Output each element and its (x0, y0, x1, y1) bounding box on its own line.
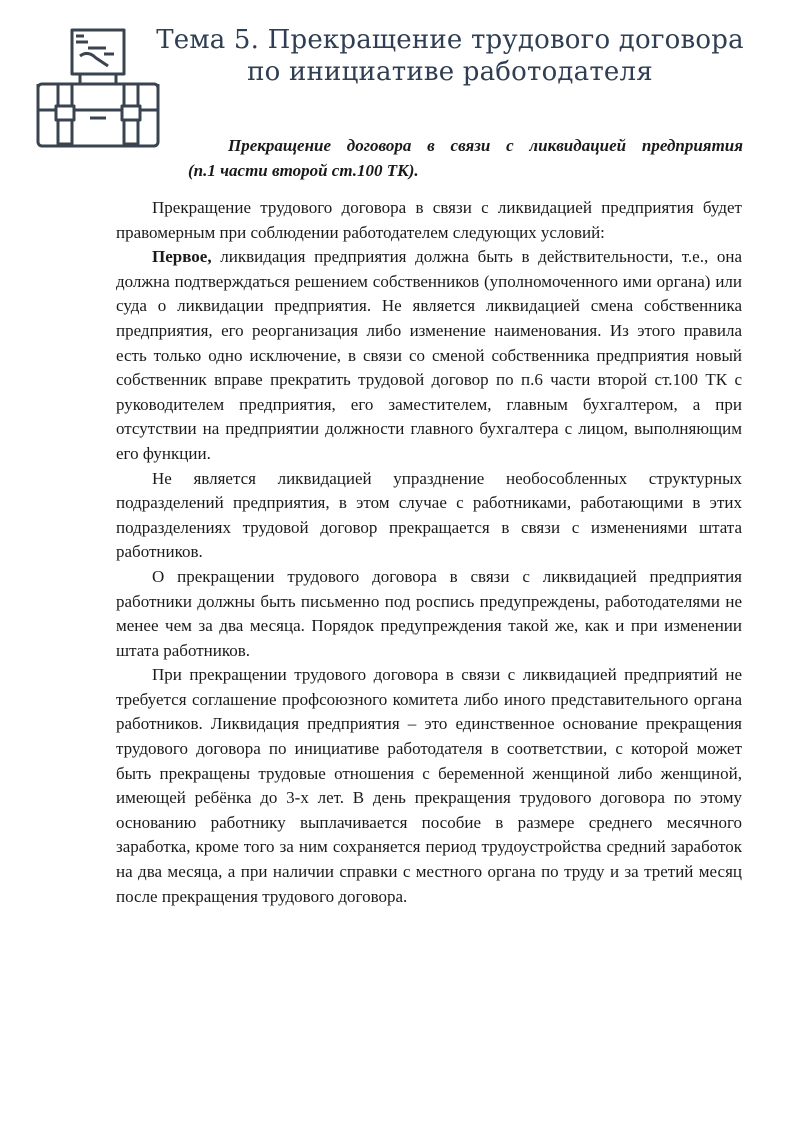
paragraph-2-text: ликвидация предприятия должна быть в действительности, т.е., она должна подтверждаться решением собственников (уполномоченного ими органа) или суда о ликвидации предприятия. Не является ликвидацией смена собственника предприятия, его реорганизация либо изменение наименования. Из этого правила есть только одно исключение, в связи со сменой собственника предприятия новый собственник вправе прекратить трудовой договор по п.6 части второй ст.100 ТК с руководителем предприятия, его заместителем, главным бухгалтером, а при отсутствии на предприятии должности главного бухгалтера с лицом, выполняющим его функции. (116, 247, 742, 463)
briefcase-hand-icon (30, 26, 166, 152)
paragraph-4-text: О прекращении трудового договора в связи с ликвидацией предприятия работники должны быть письменно под роспись предупреждены, работодателями не менее чем за два месяца. Порядок предупреждения такой же, как и при изменении штата работников. (116, 566, 742, 660)
paragraph-5-text: При прекращении трудового договора в связи с ликвидацией предприятий не требуется соглашение профсоюзного комитета либо иного представительного органа работников. Ликвидация предприятия – это единственное основание прекращения трудового договора по инициативе работодателя в соответствии, с которой может быть прекращены трудовые отношения с беременной женщиной либо женщиной, имеющей ребёнка до 3-х лет. В день прекращения трудового договора по этому основанию работнику выплачивается пособие в размере среднего месячного заработка, кроме того за ним сохраняется период трудоустройства средний заработок на два месяца, а при наличии справки с местного органа по труду и за третий месяц после прекращения трудового договора. (116, 665, 742, 906)
paragraph-5 (116, 663, 742, 909)
paragraph-3 (116, 467, 742, 565)
paragraph-3-text: Не является ликвидацией упразднение необособленных структурных подразделений предприятия, в этом случае с работниками, работающими в этих подразделениях трудовой договор прекращается в связи с изменениями штата работников. (116, 468, 742, 562)
page-title (150, 24, 750, 88)
paragraph-2 (116, 245, 742, 466)
section-heading-line-1: Прекращение договора в связи с ликвидацией предприятия (228, 136, 743, 155)
section-heading (188, 133, 743, 183)
section-heading-line-2: (п.1 части второй ст.100 ТК). (188, 161, 419, 180)
page-title-line-1: Тема 5. Прекращение трудового договора (156, 25, 744, 55)
paragraph-2-lead: Первое, (152, 247, 212, 267)
paragraph-4 (116, 565, 742, 663)
page-title-line-2: по инициативе работодателя (247, 57, 653, 87)
document-body (116, 196, 742, 909)
paragraph-1 (116, 196, 742, 245)
paragraph-1-text: Прекращение трудового договора в связи с ликвидацией предприятия будет правомерным при соблюдении работодателем следующих условий: (116, 198, 742, 242)
